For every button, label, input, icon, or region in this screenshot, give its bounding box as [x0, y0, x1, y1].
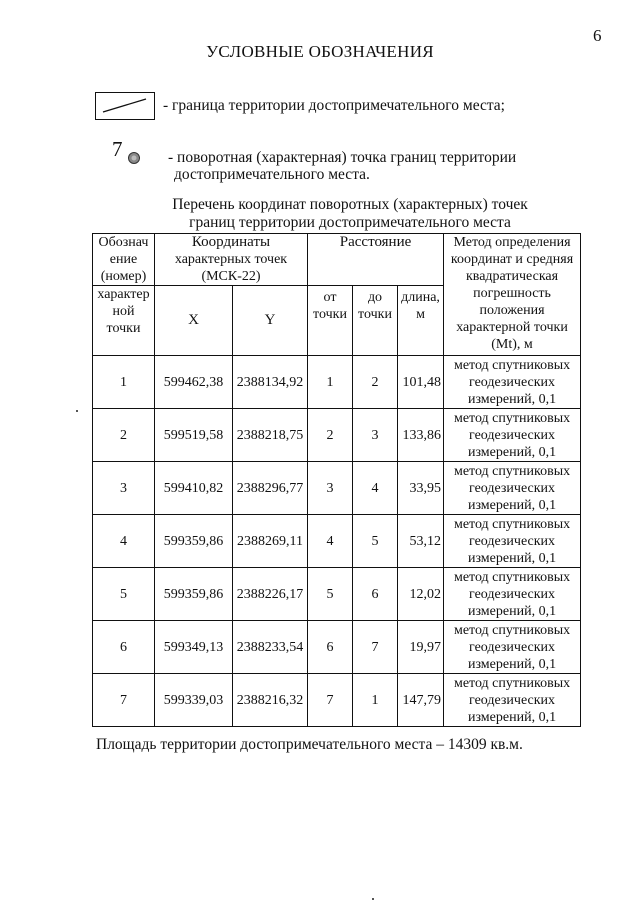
- to-point-cell: 5: [353, 515, 398, 568]
- to-point-cell: 3: [353, 409, 398, 462]
- x-coordinate-cell: 599462,38: [155, 356, 233, 409]
- point-number-cell: 6: [93, 621, 155, 674]
- method-cell: метод спутниковых геодезических измерений, 0,1: [444, 356, 581, 409]
- header-distance: Расстояние: [308, 234, 444, 286]
- method-cell: метод спутниковых геодезических измерений, 0,1: [444, 515, 581, 568]
- header-length: длина, м: [398, 286, 444, 356]
- from-point-cell: 5: [308, 568, 353, 621]
- scan-dot: [76, 410, 78, 412]
- x-coordinate-cell: 599349,13: [155, 621, 233, 674]
- point-number-cell: 5: [93, 568, 155, 621]
- table-row: [93, 409, 581, 462]
- from-point-cell: 3: [308, 462, 353, 515]
- header-method: Метод определения координат и средняя квадратическая погрешность положения характерной точки (Mt), м: [444, 234, 581, 356]
- point-number-cell: 1: [93, 356, 155, 409]
- page-number: 6: [593, 26, 602, 45]
- turning-point-icon: [127, 151, 141, 170]
- length-cell: 101,48: [398, 356, 444, 409]
- coordinates-table: [92, 233, 581, 727]
- from-point-cell: 7: [308, 674, 353, 727]
- x-coordinate-cell: 599359,86: [155, 568, 233, 621]
- caption-line-2: границ территории достопримечательного места: [189, 214, 511, 231]
- header-designation-top: Обознач ение (номер): [93, 234, 155, 286]
- header-to: до точки: [353, 286, 398, 356]
- point-number-cell: 4: [93, 515, 155, 568]
- length-cell: 12,02: [398, 568, 444, 621]
- from-point-cell: 4: [308, 515, 353, 568]
- method-cell: метод спутниковых геодезических измерений, 0,1: [444, 621, 581, 674]
- length-cell: 19,97: [398, 621, 444, 674]
- point-number-cell: 3: [93, 462, 155, 515]
- method-cell: метод спутниковых геодезических измерений, 0,1: [444, 409, 581, 462]
- length-cell: 133,86: [398, 409, 444, 462]
- scan-dot: [372, 898, 374, 900]
- x-coordinate-cell: 599519,58: [155, 409, 233, 462]
- legend-point-text-1: - поворотная (характерная) точка границ территории: [168, 149, 517, 166]
- method-cell: метод спутниковых геодезических измерений, 0,1: [444, 462, 581, 515]
- y-coordinate-cell: 2388233,54: [233, 621, 308, 674]
- method-cell: метод спутниковых геодезических измерений, 0,1: [444, 568, 581, 621]
- from-point-cell: 2: [308, 409, 353, 462]
- boundary-line-icon: [95, 92, 155, 120]
- length-cell: 147,79: [398, 674, 444, 727]
- page-title: УСЛОВНЫЕ ОБОЗНАЧЕНИЯ: [206, 42, 434, 61]
- legend-point-text-2: достопримечательного места.: [174, 166, 370, 183]
- to-point-cell: 6: [353, 568, 398, 621]
- from-point-cell: 6: [308, 621, 353, 674]
- legend-point-number: 7: [112, 137, 123, 161]
- y-coordinate-cell: 2388269,11: [233, 515, 308, 568]
- table-row: [93, 674, 581, 727]
- header-designation-bottom: характер ной точки: [93, 286, 155, 356]
- area-text: Площадь территории достопримечательного места – 14309 кв.м.: [96, 736, 523, 753]
- table-row: [93, 462, 581, 515]
- point-number-cell: 7: [93, 674, 155, 727]
- y-coordinate-cell: 2388134,92: [233, 356, 308, 409]
- to-point-cell: 4: [353, 462, 398, 515]
- point-number-cell: 2: [93, 409, 155, 462]
- x-coordinate-cell: 599339,03: [155, 674, 233, 727]
- table-caption: [130, 196, 570, 232]
- y-coordinate-cell: 2388296,77: [233, 462, 308, 515]
- to-point-cell: 2: [353, 356, 398, 409]
- to-point-cell: 7: [353, 621, 398, 674]
- header-from: от точки: [308, 286, 353, 356]
- legend-boundary-text: - граница территории достопримечательного места;: [163, 97, 505, 114]
- x-coordinate-cell: 599359,86: [155, 515, 233, 568]
- to-point-cell: 1: [353, 674, 398, 727]
- length-cell: 33,95: [398, 462, 444, 515]
- y-coordinate-cell: 2388216,32: [233, 674, 308, 727]
- length-cell: 53,12: [398, 515, 444, 568]
- table-row: [93, 515, 581, 568]
- y-coordinate-cell: 2388218,75: [233, 409, 308, 462]
- table-row: [93, 621, 581, 674]
- header-y: Y: [233, 286, 308, 356]
- x-coordinate-cell: 599410,82: [155, 462, 233, 515]
- from-point-cell: 1: [308, 356, 353, 409]
- caption-line-1: Перечень координат поворотных (характерных) точек: [172, 196, 528, 213]
- table-row: [93, 568, 581, 621]
- header-x: X: [155, 286, 233, 356]
- y-coordinate-cell: 2388226,17: [233, 568, 308, 621]
- header-coordinates: Координаты характерных точек (МСК-22): [155, 234, 308, 286]
- table-row: [93, 356, 581, 409]
- method-cell: метод спутниковых геодезических измерений, 0,1: [444, 674, 581, 727]
